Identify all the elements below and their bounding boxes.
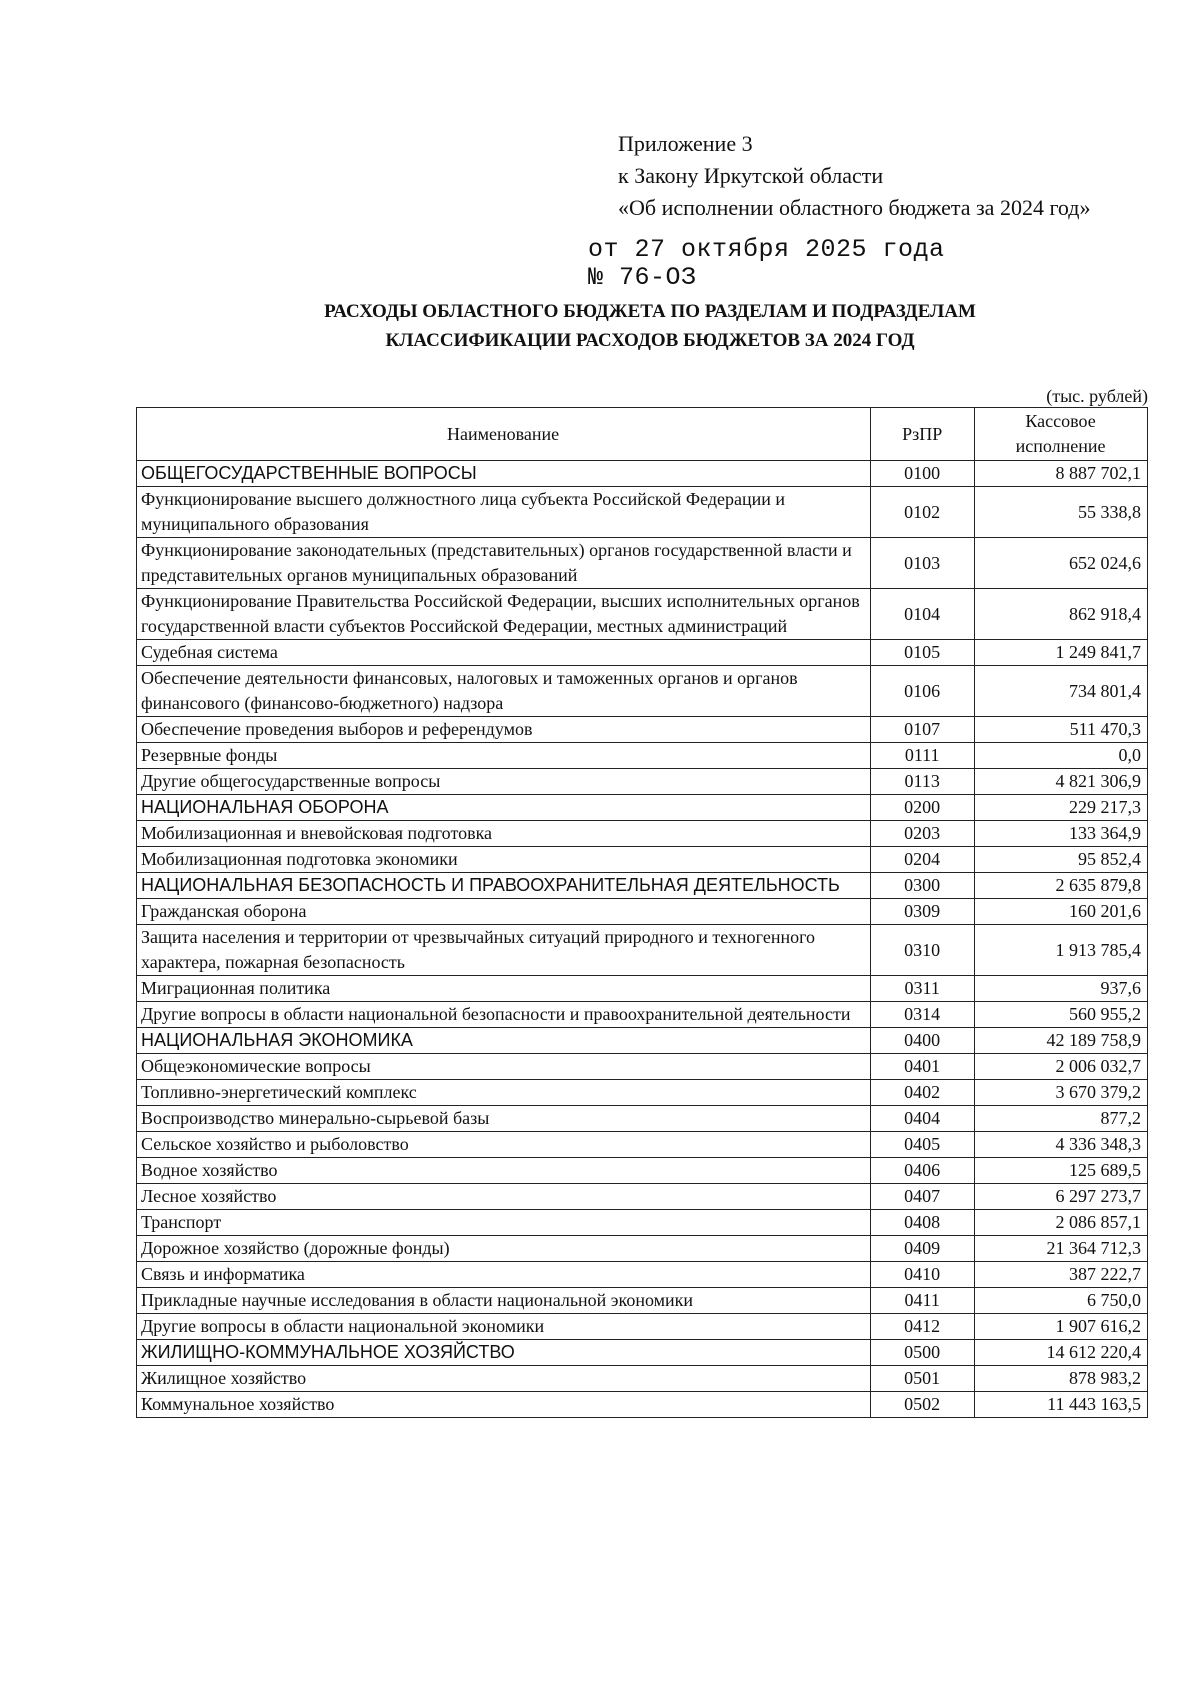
row-code: 0102 [871, 487, 975, 538]
row-name: Другие вопросы в области национальной экономики [137, 1314, 871, 1340]
row-code: 0400 [871, 1028, 975, 1054]
table-section-row [137, 1028, 1148, 1054]
row-amount: 1 249 841,7 [975, 640, 1148, 666]
row-amount: 6 750,0 [975, 1288, 1148, 1314]
table-row [137, 487, 1148, 538]
row-name: Защита населения и территории от чрезвычайных ситуаций природного и техногенного характера, пожарная безопасность [137, 925, 871, 976]
row-amount: 21 364 712,3 [975, 1236, 1148, 1262]
row-amount: 14 612 220,4 [975, 1340, 1148, 1366]
row-name: Резервные фонды [137, 743, 871, 769]
title-line-2: КЛАССИФИКАЦИИ РАСХОДОВ БЮДЖЕТОВ ЗА 2024 ГОД [385, 330, 915, 351]
table-row [137, 1366, 1148, 1392]
row-amount: 8 887 702,1 [975, 461, 1148, 487]
table-row [137, 847, 1148, 873]
row-name: Коммунальное хозяйство [137, 1392, 871, 1418]
row-amount: 125 689,5 [975, 1158, 1148, 1184]
header-amount: Кассовое исполнение [975, 408, 1148, 461]
row-code: 0113 [871, 769, 975, 795]
table-row [137, 1314, 1148, 1340]
row-name: Сельское хозяйство и рыболовство [137, 1132, 871, 1158]
row-amount: 55 338,8 [975, 487, 1148, 538]
table-row [137, 1288, 1148, 1314]
row-code: 0111 [871, 743, 975, 769]
table-row [137, 1210, 1148, 1236]
row-code: 0409 [871, 1236, 975, 1262]
row-amount: 2 635 879,8 [975, 873, 1148, 899]
appendix-header [618, 128, 1090, 224]
row-name: Миграционная политика [137, 976, 871, 1002]
row-amount: 937,6 [975, 976, 1148, 1002]
row-amount: 2 086 857,1 [975, 1210, 1148, 1236]
table-row [137, 589, 1148, 640]
table-row [137, 743, 1148, 769]
table-row [137, 640, 1148, 666]
row-name: Обеспечение деятельности финансовых, налоговых и таможенных органов и органов финансового (финансово-бюджетного) надзора [137, 666, 871, 717]
row-name: Функционирование Правительства Российской Федерации, высших исполнительных органов государственной власти субъектов Российской Федерации, местных администраций [137, 589, 871, 640]
table-row [137, 769, 1148, 795]
row-name: Другие общегосударственные вопросы [137, 769, 871, 795]
row-code: 0412 [871, 1314, 975, 1340]
row-amount: 3 670 379,2 [975, 1080, 1148, 1106]
row-amount: 734 801,4 [975, 666, 1148, 717]
row-code: 0103 [871, 538, 975, 589]
row-name: Воспроизводство минерально-сырьевой базы [137, 1106, 871, 1132]
row-amount: 229 217,3 [975, 795, 1148, 821]
row-name: Связь и информатика [137, 1262, 871, 1288]
row-name: Транспорт [137, 1210, 871, 1236]
row-code: 0200 [871, 795, 975, 821]
row-code: 0203 [871, 821, 975, 847]
appendix-line-2: к Закону Иркутской области [618, 163, 884, 188]
row-code: 0500 [871, 1340, 975, 1366]
appendix-line-3: «Об исполнении областного бюджета за 2024 год» [618, 195, 1091, 220]
row-amount: 652 024,6 [975, 538, 1148, 589]
row-code: 0410 [871, 1262, 975, 1288]
row-name: Обеспечение проведения выборов и референдумов [137, 717, 871, 743]
table-row [137, 666, 1148, 717]
row-code: 0406 [871, 1158, 975, 1184]
row-name: НАЦИОНАЛЬНАЯ ОБОРОНА [137, 795, 871, 821]
row-code: 0104 [871, 589, 975, 640]
table-row [137, 1236, 1148, 1262]
table-row [137, 1080, 1148, 1106]
row-code: 0310 [871, 925, 975, 976]
row-code: 0411 [871, 1288, 975, 1314]
row-code: 0106 [871, 666, 975, 717]
row-code: 0405 [871, 1132, 975, 1158]
row-name: Функционирование законодательных (представительных) органов государственной власти и представительных органов муниципальных образований [137, 538, 871, 589]
row-name: Другие вопросы в области национальной безопасности и правоохранительной деятельности [137, 1002, 871, 1028]
row-amount: 511 470,3 [975, 717, 1148, 743]
title-line-1: РАСХОДЫ ОБЛАСТНОГО БЮДЖЕТА ПО РАЗДЕЛАМ И ПОДРАЗДЕЛАМ [324, 301, 976, 322]
row-name: Функционирование высшего должностного лица субъекта Российской Федерации и муниципального образования [137, 487, 871, 538]
row-amount: 95 852,4 [975, 847, 1148, 873]
row-code: 0311 [871, 976, 975, 1002]
row-amount: 560 955,2 [975, 1002, 1148, 1028]
stamp-date: от 27 октября 2025 года [588, 235, 945, 264]
row-amount: 4 336 348,3 [975, 1132, 1148, 1158]
row-name: Общеэкономические вопросы [137, 1054, 871, 1080]
row-name: ЖИЛИЩНО-КОММУНАЛЬНОЕ ХОЗЯЙСТВО [137, 1340, 871, 1366]
row-name: НАЦИОНАЛЬНАЯ ЭКОНОМИКА [137, 1028, 871, 1054]
row-name: Топливно-энергетический комплекс [137, 1080, 871, 1106]
table-row [137, 1184, 1148, 1210]
row-code: 0501 [871, 1366, 975, 1392]
row-name: Водное хозяйство [137, 1158, 871, 1184]
table-row [137, 1002, 1148, 1028]
table-row [137, 976, 1148, 1002]
table-row [137, 821, 1148, 847]
document-title [130, 297, 1170, 355]
row-code: 0408 [871, 1210, 975, 1236]
table-row [137, 717, 1148, 743]
row-code: 0300 [871, 873, 975, 899]
row-code: 0407 [871, 1184, 975, 1210]
row-name: Мобилизационная подготовка экономики [137, 847, 871, 873]
table-row [137, 1158, 1148, 1184]
row-name: Мобилизационная и вневойсковая подготовка [137, 821, 871, 847]
row-name: Судебная система [137, 640, 871, 666]
law-stamp [588, 236, 945, 292]
row-amount: 1 907 616,2 [975, 1314, 1148, 1340]
table-section-row [137, 1340, 1148, 1366]
row-amount: 160 201,6 [975, 899, 1148, 925]
row-code: 0402 [871, 1080, 975, 1106]
row-code: 0100 [871, 461, 975, 487]
row-amount: 6 297 273,7 [975, 1184, 1148, 1210]
row-name: Прикладные научные исследования в области национальной экономики [137, 1288, 871, 1314]
table-section-row [137, 461, 1148, 487]
table-row [137, 1262, 1148, 1288]
row-amount: 1 913 785,4 [975, 925, 1148, 976]
row-amount: 42 189 758,9 [975, 1028, 1148, 1054]
table-row [137, 1106, 1148, 1132]
table-row [137, 925, 1148, 976]
row-amount: 0,0 [975, 743, 1148, 769]
units-label: (тыс. рублей) [1046, 386, 1148, 406]
row-name: ОБЩЕГОСУДАРСТВЕННЫЕ ВОПРОСЫ [137, 461, 871, 487]
appendix-line-1: Приложение 3 [618, 131, 753, 156]
row-name: Дорожное хозяйство (дорожные фонды) [137, 1236, 871, 1262]
row-amount: 862 918,4 [975, 589, 1148, 640]
row-name: Жилищное хозяйство [137, 1366, 871, 1392]
row-name: НАЦИОНАЛЬНАЯ БЕЗОПАСНОСТЬ И ПРАВООХРАНИТЕЛЬНАЯ ДЕЯТЕЛЬНОСТЬ [137, 873, 871, 899]
row-amount: 877,2 [975, 1106, 1148, 1132]
header-code: РзПР [871, 408, 975, 461]
row-code: 0401 [871, 1054, 975, 1080]
row-amount: 878 983,2 [975, 1366, 1148, 1392]
row-code: 0107 [871, 717, 975, 743]
row-code: 0105 [871, 640, 975, 666]
row-amount: 4 821 306,9 [975, 769, 1148, 795]
table-header-row [137, 408, 1148, 461]
row-name: Лесное хозяйство [137, 1184, 871, 1210]
row-name: Гражданская оборона [137, 899, 871, 925]
row-code: 0404 [871, 1106, 975, 1132]
expenditure-table [136, 407, 1148, 1418]
row-code: 0502 [871, 1392, 975, 1418]
table-section-row [137, 795, 1148, 821]
table-row [137, 1132, 1148, 1158]
row-amount: 387 222,7 [975, 1262, 1148, 1288]
table-section-row [137, 873, 1148, 899]
table-row [137, 1054, 1148, 1080]
row-amount: 133 364,9 [975, 821, 1148, 847]
row-amount: 2 006 032,7 [975, 1054, 1148, 1080]
stamp-number: № 76-ОЗ [588, 263, 697, 292]
header-name: Наименование [137, 408, 871, 461]
row-code: 0314 [871, 1002, 975, 1028]
table-row [137, 899, 1148, 925]
row-amount: 11 443 163,5 [975, 1392, 1148, 1418]
row-code: 0204 [871, 847, 975, 873]
table-row [137, 538, 1148, 589]
row-code: 0309 [871, 899, 975, 925]
table-row [137, 1392, 1148, 1418]
